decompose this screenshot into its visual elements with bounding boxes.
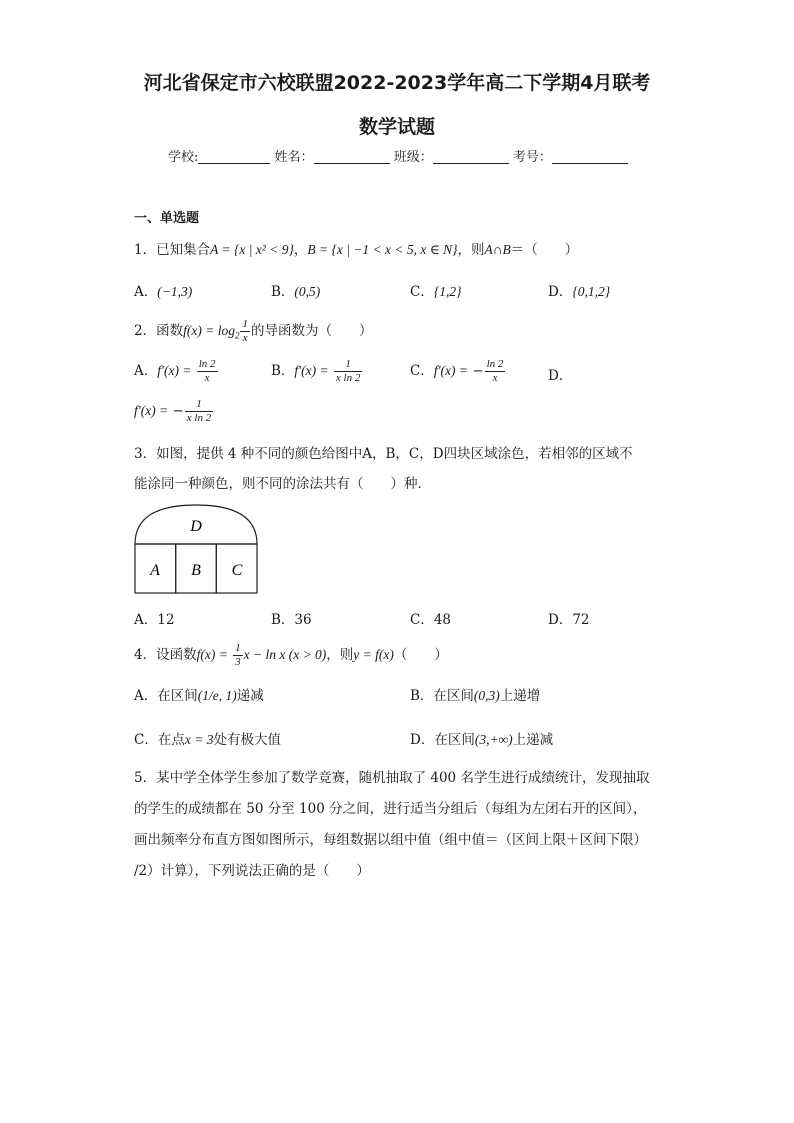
exam-number-blank[interactable] xyxy=(552,149,628,164)
exam-title: 河北省保定市六校联盟2022-2023学年高二下学期4月联考 xyxy=(143,72,651,94)
q4-option-d[interactable]: D．在区间(3,+∞)上递减 xyxy=(410,732,554,748)
q1-option-c[interactable]: C．{1,2} xyxy=(410,284,462,300)
label-a: A xyxy=(150,562,160,579)
question-2: 2．函数$f(x) = \log_2$ $\frac{1}{x}$ 的导函数为（ ） xyxy=(134,318,373,344)
q1-option-b[interactable]: B．(0,5) xyxy=(271,284,321,300)
q2-option-d[interactable]: f′(x) = − $\frac{1}{\text{x ln 2}}$ xyxy=(134,398,212,424)
function-expr: f(x) = log xyxy=(183,323,235,338)
q1-option-d[interactable]: D．{0,1,2} xyxy=(548,284,611,300)
label-b: B xyxy=(191,562,201,579)
question-5-line1: 5．某中学全体学生参加了数学竞赛，随机抽取了 400 名学生进行成绩统计，发现抽取 xyxy=(134,770,650,786)
question-3-line1: 3．如图，提供 4 种不同的颜色给图中A，B，C，D四块区域涂色，若相邻的区域不 xyxy=(134,446,633,462)
question-5-line3: 画出频率分布直方图如图所示，每组数据以组中值（组中值＝（区间上限＋区间下限） xyxy=(134,832,647,848)
class-label: 班级： xyxy=(393,150,433,165)
student-info-row xyxy=(168,146,628,165)
q3-option-d[interactable]: D．72 xyxy=(548,612,590,628)
q3-option-b[interactable]: B．36 xyxy=(271,612,312,628)
set-a: A = {x | x² < 9} xyxy=(210,242,294,257)
region-diagram xyxy=(134,503,258,595)
section-title: 一、单选题 xyxy=(134,211,200,226)
q2-option-d-label[interactable]: D． xyxy=(548,368,573,384)
q2-option-a[interactable]: A．f′(x) = $\frac{\ln 2}{x}$ xyxy=(134,358,216,384)
fraction: $\frac{1}{x}$ xyxy=(242,318,248,344)
q2-option-c[interactable]: C．f′(x) = − $\frac{\ln 2}{x}$ xyxy=(410,358,504,384)
exam-number-label: 考号： xyxy=(512,150,552,165)
name-label: 姓名： xyxy=(274,150,314,165)
question-1: 1．已知集合A = {x | x² < 9}，B = {x | −1 < x < 5, x ∈ N}，则A∩B＝（ ） xyxy=(134,242,579,258)
exam-subtitle: 数学试题 xyxy=(358,116,435,138)
school-blank[interactable] xyxy=(198,149,270,164)
q1-option-a[interactable]: A．(−1,3) xyxy=(134,284,193,300)
q4-option-a[interactable]: A．在区间(1/e, 1)递减 xyxy=(134,688,264,704)
q2-option-b[interactable]: B．f′(x) = $\frac{1}{\text{x ln 2}}$ xyxy=(271,358,361,384)
q4-option-b[interactable]: B．在区间(0,3)上递增 xyxy=(410,688,541,704)
intersection-expr: A∩B xyxy=(484,242,511,257)
q3-option-c[interactable]: C．48 xyxy=(410,612,452,628)
label-c: C xyxy=(231,562,243,579)
question-5-line2: 的学生的成绩都在 50 分至 100 分之间，进行适当分组后（每组为左闭右开的区间）， xyxy=(134,801,647,817)
class-blank[interactable] xyxy=(433,149,509,164)
label-d: D xyxy=(190,518,202,535)
school-label: 学校: xyxy=(168,150,199,165)
question-4: 4．设函数f(x) = $\frac{1}{3}$ x − ln x (x > 0)，则y = f(x)（ ） xyxy=(134,642,448,668)
question-3-line2: 能涂同一种颜色，则不同的涂法共有（ ）种． xyxy=(134,476,431,492)
question-5-line4: /2）计算），下列说法正确的是（ ） xyxy=(134,863,370,879)
q3-option-a[interactable]: A．12 xyxy=(134,612,175,628)
name-blank[interactable] xyxy=(314,149,390,164)
q4-option-c[interactable]: C．在点x = 3处有极大值 xyxy=(134,732,281,748)
set-b: B = {x | −1 < x < 5, x ∈ N} xyxy=(307,242,458,257)
